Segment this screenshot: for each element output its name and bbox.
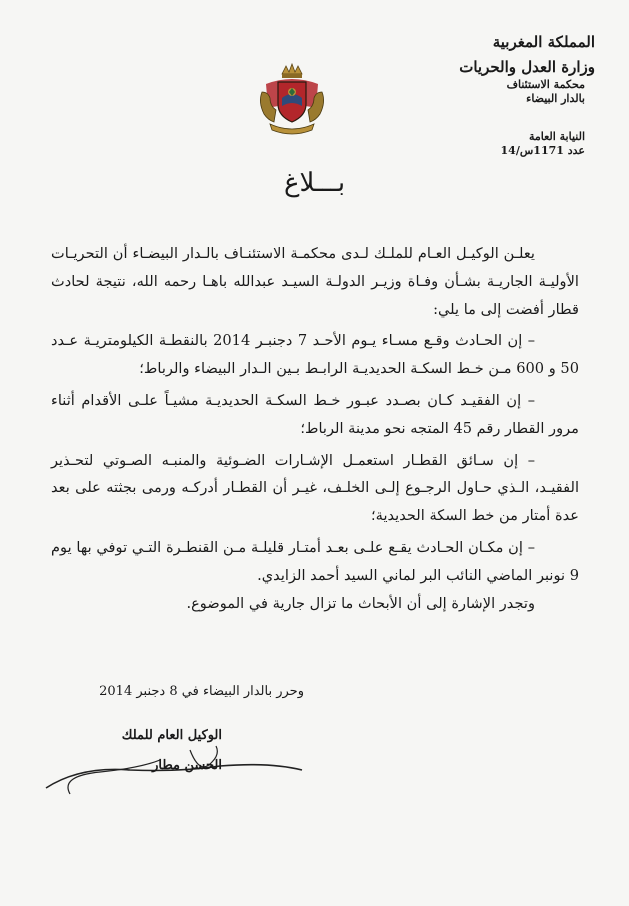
court-name: محكمة الاستئناف: [506, 78, 585, 91]
point-1: – إن الحـادث وقـع مسـاء يـوم الأحـد 7 دجنبـر 2014 بالنقطـة الكيلومتريـة عـدد 50 و 600 مـن خـط السكـة الحديديـة الرابـط بـين الـدار البيضاء والرباط؛: [51, 332, 579, 378]
point-4: – إن مكـان الحـادث يقـع علـى بعـد أمتـار قليلـة مـن القنطـرة التـي توفي بها يوم 9 نونبر الماضي النائب البر لماني السيد أحمد الزايدي.: [51, 538, 579, 584]
point-3: – إن سـائق القطـار استعمـل الإشـارات الضـوئية والمنبـه الصـوتي لتحـذير الفقيـد، الـذي حـاول الرجـوع إلـى الخلـف، غيـر أن القطـار أدركـه ورمى بجثته على بعد عدة أمتار من خط السكة الحديدية؛: [51, 451, 579, 525]
signing-place-date: وحرر بالدار البيضاء في 8 دجنبر 2014: [99, 684, 304, 699]
point-2: – إن الفقيـد كـان بصـدد عبـور خـط السكـة الحديديـة مشيـاً علـى الأقدام أثناء مرور القطار رقم 45 المتجه نحو مدينة الرباط؛: [51, 391, 579, 437]
ministry-name: وزارة العدل والحريات: [459, 58, 595, 76]
letterhead: [395, 32, 595, 158]
document-body: [51, 240, 579, 617]
prosecution-office: النيابة العامة: [528, 130, 585, 143]
closing-paragraph: وتجدر الإشارة إلى أن الأبحاث ما تزال جارية في الموضوع.: [186, 594, 535, 612]
intro-paragraph: يعلـن الوكيـل العـام للملـك لـدى محكمـة الاستئنـاف بالـدار البيضـاء أن التحريـات الأوليـة الجاريـة بشـأن وفـاة وزيـر الدولـة السيـد عبدالله باهـا رحمه الله، نتيجة لحادث قطار أفضت إلى ما يلي:: [51, 245, 579, 318]
signatory-title: الوكيل العام للملك: [121, 728, 222, 743]
signatory-name: الحسن مطار: [152, 758, 222, 773]
coat-of-arms-icon: [256, 62, 328, 136]
document-title: بـــلاغ: [283, 168, 346, 198]
court-city: بالدار البيضاء: [526, 92, 585, 105]
reference-number: عدد 1171س/14: [500, 144, 585, 157]
kingdom-name: المملكة المغربية: [492, 33, 595, 51]
